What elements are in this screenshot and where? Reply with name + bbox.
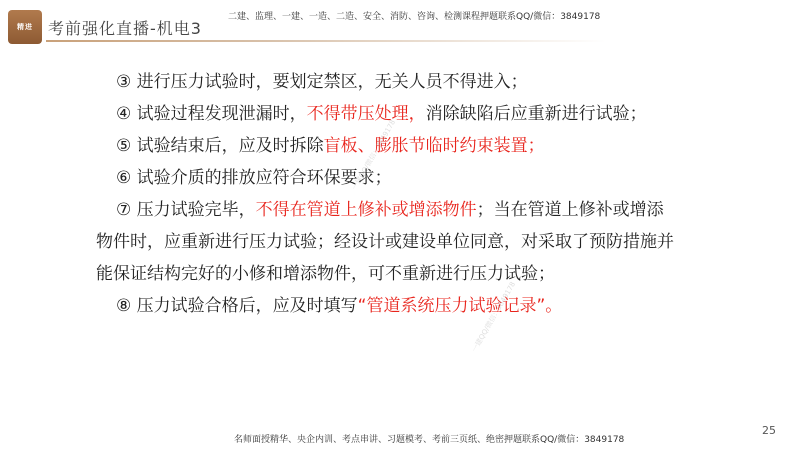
- bottom-contact-banner: 名师面授精华、央企内训、考点串讲、习题模考、考前三页纸、绝密押题联系QQ/微信：3849178: [234, 435, 625, 445]
- brand-logo: [8, 10, 42, 44]
- header-divider: [46, 40, 606, 42]
- page-number: 25: [762, 424, 776, 437]
- item-8-text: ⑧ 压力试验合格后，应及时填写: [116, 296, 358, 316]
- item-7-text: ⑦ 压力试验完毕，: [116, 200, 256, 220]
- watermark: 一建QQ/微信：3849178: [470, 280, 518, 354]
- item-8: [96, 290, 676, 322]
- item-3: ③ 进行压力试验时，要划定禁区，无关人员不得进入；: [116, 72, 528, 92]
- course-title: 考前强化直播-机电3: [48, 19, 202, 38]
- item-5-highlight: 盲板、膨胀节临时约束装置；: [323, 136, 545, 156]
- item-6: ⑥ 试验介质的排放应符合环保要求；: [116, 168, 392, 188]
- top-contact-banner: 二建、监理、一建、一造、二造、安全、消防、咨询、检测课程押题联系QQ/微信：3849178: [228, 12, 601, 22]
- item-7-highlight: 不得在管道上修补或增添物件: [255, 200, 477, 220]
- item-4-text-end: 消除缺陷后应重新进行试验；: [425, 104, 647, 124]
- logo-text: 精进: [17, 23, 33, 31]
- item-8-highlight: “管道系统压力试验记录”。: [357, 296, 563, 316]
- item-4-highlight: 不得带压处理，: [306, 104, 426, 124]
- item-5-text: ⑤ 试验结束后，应及时拆除: [116, 136, 324, 156]
- item-7-text-end: ；当在管道上修补或增添物件时，应重新进行压力试验；经设计或建设单位同意，对采取了预防措施并能保证结构完好的小修和增添物件，可不重新进行压力试验；: [96, 200, 674, 284]
- item-7: [96, 194, 676, 290]
- item-4-text: ④ 试验过程发现泄漏时，: [116, 104, 307, 124]
- slide-content: [96, 66, 676, 322]
- watermark: 一建QQ/微信：3849178: [350, 118, 398, 192]
